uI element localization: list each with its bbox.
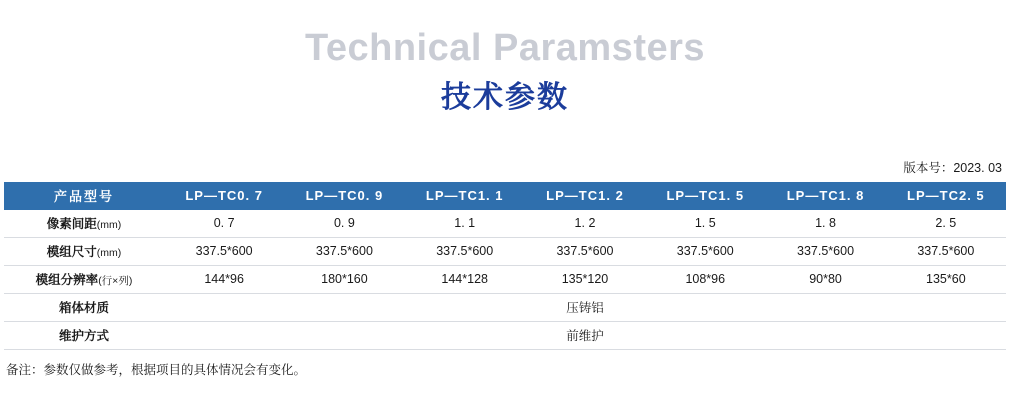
row-label-text: 模组分辨率 [35, 273, 99, 288]
table-row [4, 265, 1006, 293]
row-label-text: 模组尺寸 [46, 245, 97, 260]
cell-module-resolution-tc11: 144*128 [405, 265, 525, 293]
column-header-tc25: LP—TC2. 5 [886, 182, 1006, 210]
cell-pixel-pitch-tc25: 2. 5 [886, 210, 1006, 238]
cell-cabinet-material-value: 压铸铝 [164, 293, 1006, 321]
column-header-model: 产品型号 [4, 182, 164, 210]
row-label-unit: (mm) [96, 247, 122, 260]
cell-pixel-pitch-tc15: 1. 5 [645, 210, 765, 238]
cell-module-size-tc12: 337.5*600 [525, 237, 645, 265]
table-row [4, 293, 1006, 321]
cell-module-size-tc11: 337.5*600 [405, 237, 525, 265]
page-title-chinese: 技术参数 [441, 80, 569, 114]
cell-module-resolution-tc18: 90*80 [765, 265, 885, 293]
cell-pixel-pitch-tc12: 1. 2 [525, 210, 645, 238]
version-label: 版本号：2023. 03 [903, 160, 1002, 175]
cell-pixel-pitch-tc18: 1. 8 [765, 210, 885, 238]
row-label-unit: (mm) [96, 219, 122, 232]
cell-pixel-pitch-tc07: 0. 7 [164, 210, 284, 238]
row-label-module-size [4, 237, 164, 265]
cell-pixel-pitch-tc11: 1. 1 [405, 210, 525, 238]
cell-module-resolution-tc15: 108*96 [645, 265, 765, 293]
table-body [4, 210, 1006, 350]
footnote: 备注：参数仅做参考，根据项目的具体情况会有变化。 [6, 362, 307, 377]
cell-module-size-tc25: 337.5*600 [886, 237, 1006, 265]
cell-module-size-tc07: 337.5*600 [164, 237, 284, 265]
row-label-cabinet-material: 箱体材质 [4, 293, 164, 321]
cell-module-size-tc18: 337.5*600 [765, 237, 885, 265]
row-label-pixel-pitch [4, 210, 164, 238]
row-label-maintenance: 维护方式 [4, 321, 164, 349]
table-header [4, 182, 1006, 210]
cell-module-resolution-tc12: 135*120 [525, 265, 645, 293]
specifications-table [4, 182, 1006, 350]
row-label-text: 像素间距 [46, 217, 97, 232]
column-header-tc18: LP—TC1. 8 [765, 182, 885, 210]
column-header-tc07: LP—TC0. 7 [164, 182, 284, 210]
table-row [4, 210, 1006, 238]
row-label-module-resolution [4, 265, 164, 293]
cell-pixel-pitch-tc09: 0. 9 [284, 210, 404, 238]
cell-module-resolution-tc07: 144*96 [164, 265, 284, 293]
column-header-tc09: LP—TC0. 9 [284, 182, 404, 210]
cell-maintenance-value: 前维护 [164, 321, 1006, 349]
column-header-tc12: LP—TC1. 2 [525, 182, 645, 210]
column-header-tc15: LP—TC1. 5 [645, 182, 765, 210]
table-header-row [4, 182, 1006, 210]
table-row [4, 237, 1006, 265]
cell-module-resolution-tc09: 180*160 [284, 265, 404, 293]
page-title-english: Technical Paramsters [304, 27, 706, 69]
row-label-unit: (行×列) [98, 275, 133, 288]
column-header-tc11: LP—TC1. 1 [405, 182, 525, 210]
cell-module-size-tc09: 337.5*600 [284, 237, 404, 265]
table-row [4, 321, 1006, 349]
cell-module-resolution-tc25: 135*60 [886, 265, 1006, 293]
cell-module-size-tc15: 337.5*600 [645, 237, 765, 265]
